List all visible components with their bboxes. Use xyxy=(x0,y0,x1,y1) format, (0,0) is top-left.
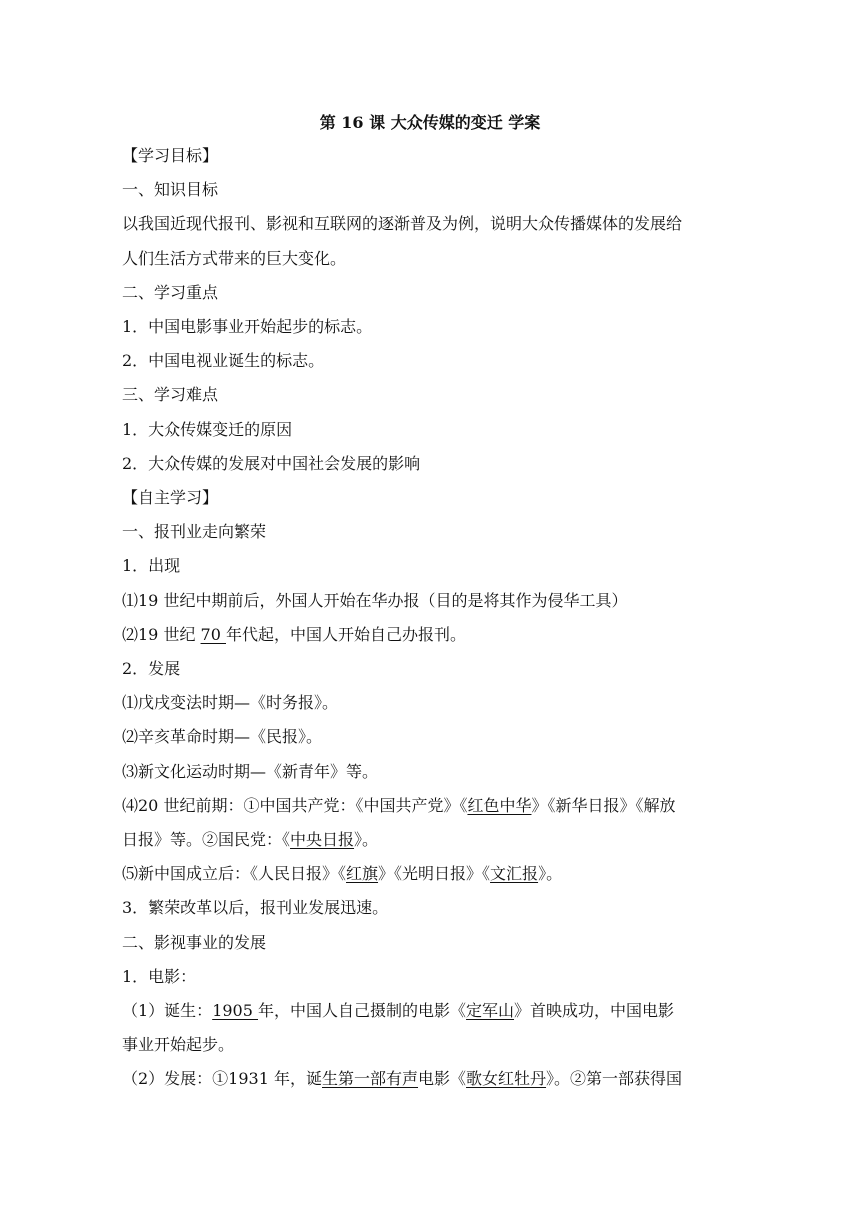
text-line xyxy=(122,522,742,542)
text-segment: ⑵19 世纪 xyxy=(122,624,201,644)
text-segment: 人们生活方式带来的巨大变化。 xyxy=(122,248,347,268)
text-segment: 》。 xyxy=(354,830,379,849)
text-segment: 二、影视事业的发展 xyxy=(122,932,267,952)
text-line xyxy=(122,556,742,576)
page-title: 第 16 课 大众传媒的变迁 学案 xyxy=(319,113,541,132)
text-line xyxy=(122,762,742,782)
text-segment: 【学习目标】 xyxy=(122,146,219,165)
text-line xyxy=(122,830,742,850)
text-line xyxy=(122,317,742,337)
text-segment: 二、学习重点 xyxy=(122,282,219,302)
text-line xyxy=(122,898,742,918)
text-segment: 【自主学习】 xyxy=(122,488,219,507)
text-segment: 2．中国电视业诞生的标志。 xyxy=(122,351,325,371)
text-line xyxy=(122,1035,742,1055)
text-segment: ⑶新文化运动时期—《新青年》等。 xyxy=(122,761,379,781)
underlined-answer: 生第一部有声 xyxy=(322,1069,419,1089)
text-segment: ⑸新中国成立后：《人民日报》《 xyxy=(122,864,347,884)
text-segment: 年代起，中国人开始自己办报刊。 xyxy=(226,624,467,644)
underlined-answer: 文汇报 xyxy=(490,864,539,884)
text-line xyxy=(122,454,742,474)
underlined-answer: 定军山 xyxy=(466,1001,515,1020)
text-segment: 2．大众传媒的发展对中国社会发展的影响 xyxy=(122,453,421,473)
text-segment: 》《新华日报》《解放 xyxy=(531,795,676,815)
text-segment: ⑴戊戌变法时期—《时务报》。 xyxy=(122,693,339,713)
text-line xyxy=(122,385,742,405)
underlined-answer: 1905 xyxy=(212,1001,258,1020)
text-segment: （2）发展：①1931 年，诞 xyxy=(122,1069,322,1089)
text-segment: 日报》等。②国民党：《 xyxy=(122,830,291,849)
text-segment: 以我国近现代报刊、影视和互联网的逐渐普及为例，说明大众传播媒体的发展给 xyxy=(122,214,683,234)
text-line xyxy=(122,146,742,166)
text-line xyxy=(122,796,742,816)
text-line xyxy=(122,249,742,269)
text-segment: （1）诞生： xyxy=(122,1001,213,1020)
text-line xyxy=(122,420,742,440)
text-segment: 1．出现 xyxy=(122,556,181,576)
underlined-answer: 中央日报 xyxy=(290,830,355,849)
text-segment: 一、知识目标 xyxy=(122,180,219,200)
text-segment: 年，中国人自己摄制的电影《 xyxy=(258,1001,467,1020)
text-segment: 1．电影： xyxy=(122,966,197,986)
underlined-answer: 歌女红牡丹 xyxy=(466,1069,547,1089)
text-line xyxy=(122,693,742,713)
text-segment: 》《光明日报》《 xyxy=(378,864,491,884)
text-line xyxy=(122,351,742,371)
text-line xyxy=(122,488,742,508)
text-segment: ⑵辛亥革命时期—《民报》。 xyxy=(122,727,323,747)
text-segment: 电影《 xyxy=(418,1069,467,1089)
text-line xyxy=(122,1069,742,1089)
text-segment: 2．发展 xyxy=(122,659,181,678)
text-segment: 1．大众传媒变迁的原因 xyxy=(122,419,293,439)
text-segment: 三、学习难点 xyxy=(122,385,219,405)
text-segment: 事业开始起步。 xyxy=(122,1035,235,1055)
text-line xyxy=(122,1001,742,1021)
underlined-answer: 70 xyxy=(200,624,226,644)
text-line xyxy=(122,727,742,747)
text-line xyxy=(122,283,742,303)
text-line xyxy=(122,864,742,884)
text-segment: ⑷20 世纪前期：①中国共产党：《中国共产党》《 xyxy=(122,795,468,815)
text-line xyxy=(122,591,742,611)
text-segment: 一、报刊业走向繁荣 xyxy=(122,522,267,542)
text-line xyxy=(122,625,742,645)
text-line xyxy=(122,180,742,200)
text-line xyxy=(122,967,742,987)
underlined-answer: 红旗 xyxy=(346,864,379,884)
text-segment: 1．中国电影事业开始起步的标志。 xyxy=(122,317,373,336)
text-segment: 3．繁荣改革以后，报刊业发展迅速。 xyxy=(122,898,389,918)
text-segment: 》。 xyxy=(538,864,563,884)
text-segment: ⑴19 世纪中期前后，外国人开始在华办报（目的是将其作为侵华工具） xyxy=(122,590,628,610)
text-line xyxy=(122,214,742,234)
text-line xyxy=(122,933,742,953)
text-segment: 》。②第一部获得国 xyxy=(546,1069,683,1089)
text-line xyxy=(122,659,742,679)
underlined-answer: 红色中华 xyxy=(467,795,532,815)
text-segment: 》首映成功，中国电影 xyxy=(514,1001,675,1020)
